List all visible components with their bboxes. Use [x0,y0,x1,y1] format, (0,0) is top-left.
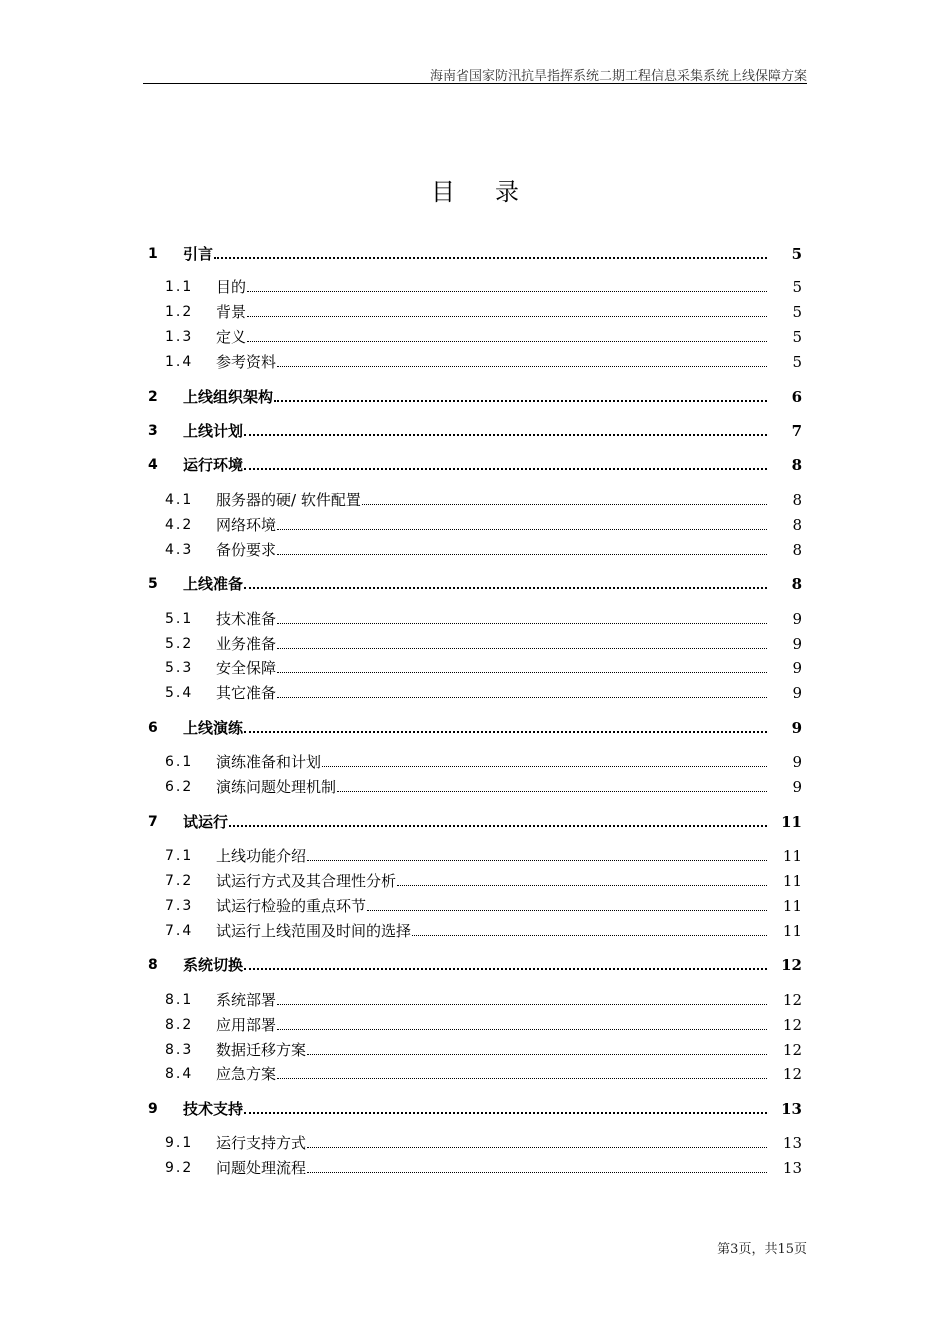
toc-entry-page: 8 [791,575,802,593]
toc-entry-title: 数据迁移方案 [216,1041,307,1059]
toc-entry-page: 5 [792,353,802,371]
toc-entry-page: 13 [782,1134,802,1152]
toc-entry-page: 11 [782,897,802,915]
toc-entry-title: 引言 [183,245,214,263]
toc-dot-leader [274,400,767,402]
toc-entry-page: 8 [791,456,802,474]
toc-entry[interactable] [0,921,950,941]
toc-entry-number: 1.1 [165,279,194,295]
toc-entry-page: 12 [782,1065,802,1083]
toc-entry-title: 目的 [216,278,247,296]
toc-dot-leader [244,968,767,970]
toc-entry-page: 11 [782,922,802,940]
toc-dot-leader [244,468,767,470]
toc-entry-title: 网络环境 [216,516,277,534]
toc-entry-title: 运行环境 [183,456,244,474]
toc-entry-number: 4 [148,457,158,473]
toc-entry-title: 问题处理流程 [216,1159,307,1177]
toc-title: 目录 [431,178,559,206]
toc-dot-leader [367,910,767,911]
toc-entry-page: 9 [792,778,802,796]
toc-entry-page: 13 [781,1100,802,1118]
toc-entry-number: 1.4 [165,354,194,370]
toc-entry[interactable] [0,846,950,866]
toc-entry-number: 1.2 [165,304,194,320]
toc-entry-title: 技术支持 [183,1100,244,1118]
toc-entry-number: 8.2 [165,1017,194,1033]
toc-dot-leader [244,1112,767,1114]
toc-dot-leader [214,257,767,259]
toc-entry[interactable] [0,540,950,560]
toc-entry-page: 9 [792,684,802,702]
toc-entry-page: 9 [791,719,802,737]
toc-entry-page: 9 [792,753,802,771]
toc-dot-leader [277,1078,767,1079]
toc-dot-leader [247,316,767,317]
toc-entry-page: 5 [791,245,802,263]
toc-dot-leader [277,366,767,367]
toc-entry-number: 8.4 [165,1066,194,1082]
toc-entry-title: 背景 [216,303,247,321]
toc-entry-number: 4.3 [165,542,194,558]
toc-entry[interactable] [0,574,950,594]
toc-entry-title: 上线演练 [183,719,244,737]
toc-dot-leader [277,672,767,673]
toc-entry-page: 5 [792,303,802,321]
toc-entry-title: 上线计划 [183,422,244,440]
toc-entry[interactable] [0,277,950,297]
toc-entry-title: 服务器的硬/ 软件配置 [216,491,361,509]
toc-dot-leader [244,434,767,436]
toc-dot-leader [277,529,767,530]
toc-entry[interactable] [0,812,950,832]
toc-entry-number: 5.3 [165,660,194,676]
toc-entry-number: 9 [148,1101,158,1117]
toc-dot-leader [247,291,767,292]
toc-entry-title: 试运行方式及其合理性分析 [216,872,397,890]
toc-dot-leader [362,504,767,505]
toc-entry-page: 11 [782,847,802,865]
toc-entry-page: 11 [781,813,802,831]
toc-dot-leader [322,766,767,767]
toc-entry-title: 试运行 [183,813,229,831]
toc-entry-title: 演练问题处理机制 [216,778,337,796]
toc-entry-title: 上线准备 [183,575,244,593]
toc-entry-page: 12 [781,956,802,974]
toc-entry-page: 9 [792,610,802,628]
toc-entry-number: 1.3 [165,329,194,345]
toc-entry[interactable] [0,515,950,535]
toc-entry[interactable] [0,387,950,407]
toc-entry-number: 6.2 [165,779,194,795]
toc-entry[interactable] [0,421,950,441]
toc-entry-title: 运行支持方式 [216,1134,307,1152]
toc-entry-number: 8 [148,957,158,973]
toc-entry-title: 系统部署 [216,991,277,1009]
toc-entry-title: 应急方案 [216,1065,277,1083]
toc-entry-page: 8 [792,491,802,509]
toc-entry[interactable] [0,990,950,1010]
toc-entry-title: 定义 [216,328,247,346]
toc-entry-title: 系统切换 [183,956,244,974]
toc-entry[interactable] [0,455,950,475]
toc-entry-page: 11 [782,872,802,890]
toc-entry-number: 5.1 [165,611,194,627]
toc-entry-page: 6 [791,388,802,406]
toc-entry-title: 备份要求 [216,541,277,559]
toc-entry-page: 9 [792,635,802,653]
toc-entry[interactable] [0,1015,950,1035]
toc-entry[interactable] [0,871,950,891]
toc-entry-title: 上线组织架构 [183,388,274,406]
toc-entry-page: 5 [792,278,802,296]
toc-entry-number: 1 [148,246,158,262]
toc-entry-number: 9.2 [165,1160,194,1176]
toc-entry[interactable] [0,1040,950,1060]
toc-entry-title: 上线功能介绍 [216,847,307,865]
toc-dot-leader [307,1054,767,1055]
toc-entry-number: 7 [148,814,158,830]
toc-entry-page: 12 [782,991,802,1009]
toc-dot-leader [307,1147,767,1148]
toc-entry[interactable] [0,777,950,797]
toc-entry-number: 3 [148,423,158,439]
toc-entry-number: 5.4 [165,685,194,701]
toc-entry-page: 9 [792,659,802,677]
toc-entry-page: 12 [782,1041,802,1059]
toc-entry[interactable] [0,244,950,264]
toc-dot-leader [277,648,767,649]
toc-entry-page: 8 [792,516,802,534]
toc-entry[interactable] [0,658,950,678]
running-header: 海南省国家防汛抗旱指挥系统二期工程信息采集系统上线保障方案 [429,69,807,84]
toc-entry-number: 5.2 [165,636,194,652]
toc-entry-number: 4.1 [165,492,194,508]
toc-entry[interactable] [0,896,950,916]
toc-entry-title: 参考资料 [216,353,277,371]
toc-entry-number: 4.2 [165,517,194,533]
toc-dot-leader [277,623,767,624]
toc-entry[interactable] [0,327,950,347]
toc-entry-title: 其它准备 [216,684,277,702]
toc-dot-leader [337,791,767,792]
toc-dot-leader [412,935,767,936]
toc-entry-number: 2 [148,389,158,405]
toc-dot-leader [229,825,767,827]
toc-dot-leader [307,1172,767,1173]
toc-dot-leader [247,341,767,342]
toc-entry-number: 5 [148,576,158,592]
toc-entry-page: 5 [792,328,802,346]
toc-entry-number: 6 [148,720,158,736]
toc-dot-leader [244,731,767,733]
toc-entry-number: 9.1 [165,1135,194,1151]
toc-entry-number: 7.3 [165,898,194,914]
toc-entry[interactable] [0,683,950,703]
toc-entry-title: 试运行上线范围及时间的选择 [216,922,412,940]
toc-entry-title: 安全保障 [216,659,277,677]
page-footer: 第3页，共15页 [717,1242,807,1257]
toc-entry-title: 试运行检验的重点环节 [216,897,367,915]
toc-dot-leader [307,860,767,861]
toc-entry-title: 业务准备 [216,635,277,653]
toc-entry-title: 技术准备 [216,610,277,628]
toc-entry-page: 8 [792,541,802,559]
toc-entry-number: 8.1 [165,992,194,1008]
toc-entry[interactable] [0,1158,950,1178]
toc-entry[interactable] [0,1099,950,1119]
toc-dot-leader [244,587,767,589]
toc-dot-leader [277,697,767,698]
toc-entry-page: 13 [782,1159,802,1177]
toc-entry-page: 7 [791,422,802,440]
toc-entry[interactable] [0,752,950,772]
toc-dot-leader [397,885,767,886]
toc-entry[interactable] [0,1064,950,1084]
toc-entry[interactable] [0,1133,950,1153]
toc-entry[interactable] [0,634,950,654]
toc-entry-number: 7.1 [165,848,194,864]
toc-entry-page: 12 [782,1016,802,1034]
toc-entry-title: 演练准备和计划 [216,753,322,771]
toc-entry[interactable] [0,302,950,322]
toc-entry[interactable] [0,490,950,510]
toc-entry-title: 应用部署 [216,1016,277,1034]
toc-dot-leader [277,554,767,555]
toc-entry-number: 7.2 [165,873,194,889]
toc-entry-number: 8.3 [165,1042,194,1058]
toc-entry-number: 6.1 [165,754,194,770]
toc-entry-number: 7.4 [165,923,194,939]
toc-entry[interactable] [0,955,950,975]
toc-dot-leader [277,1004,767,1005]
toc-entry[interactable] [0,718,950,738]
toc-dot-leader [277,1029,767,1030]
toc-entry[interactable] [0,352,950,372]
toc-entry[interactable] [0,609,950,629]
